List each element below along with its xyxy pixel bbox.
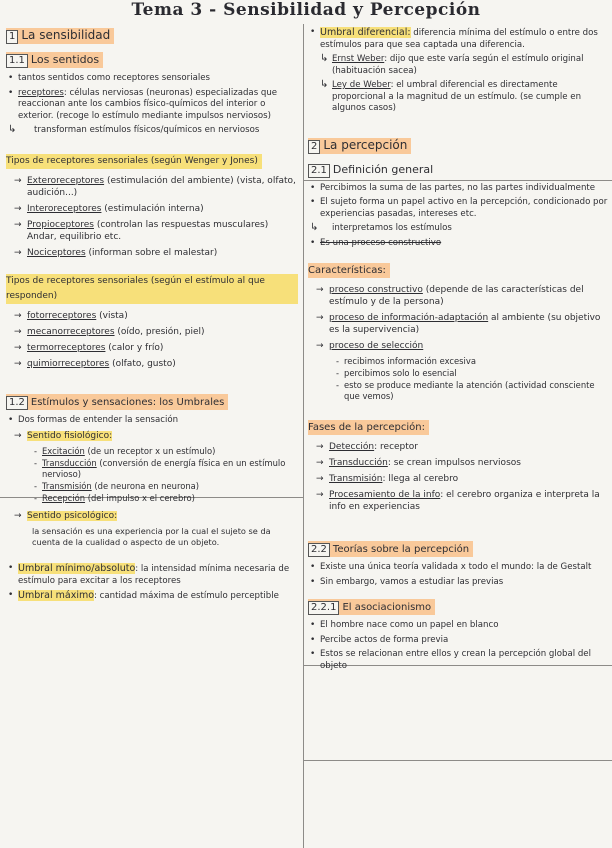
list-item: → termorreceptores (calor y frío) [14, 342, 298, 354]
heading-teorias: 2.2 Teorías sobre la percepción [308, 541, 473, 557]
note-interpretamos: ↳ interpretamos los estímulos [308, 223, 608, 235]
note-receptores: • receptores: células nerviosas (neuronas) especializadas que reaccionan ante los cambios físico-químicos del interior o exterior. (recoge lo estímulo mediante impulsos nerviosos) [6, 88, 298, 123]
heading-definicion: 2.1 Definición general [308, 162, 437, 178]
heading-sentidos: 1.1 Los sentidos [6, 52, 103, 68]
list-item: → proceso de información-adaptación al ambiente (su objetivo es la supervivencia) [316, 312, 608, 336]
list-item: - percibimos solo lo esencial [334, 368, 608, 379]
heading-sensibilidad: 1 La sensibilidad [6, 28, 114, 44]
note-ley-weber: ↳ Ley de Weber: el umbral diferencial es directamente proporcional a la magnitud de un estímulo. (se cumple en algunos casos) [318, 80, 608, 115]
list-item: - Transmisión (de neurona en neurona) [32, 481, 298, 492]
heading-tipos-estimulo: Tipos de receptores sensoriales (según el estímulo al que responden) [6, 274, 298, 304]
label-fisiologico: → Sentido fisiológico: [14, 430, 298, 442]
note-proceso-tachado: • Es una proceso constructivo [308, 238, 608, 250]
note-weber: ↳ Ernst Weber: dijo que este varía según el estímulo original (habituación sacea) [318, 54, 608, 77]
note-umbral-minimo: • Umbral mínimo/absoluto: la intensidad mínima necesaria de estímulo para excitar a los receptores [6, 563, 298, 587]
list-item: - Excitación (de un receptor x un estímulo) [32, 446, 298, 457]
list-item: → Exteroreceptores (estimulación del ambiente) (vista, olfato, audición...) [14, 175, 298, 199]
note-gestalt: • Existe una única teoría validada x todo el mundo: la de Gestalt [308, 562, 608, 574]
heading-percepcion: 2 La percepción [308, 138, 411, 154]
note-umbral-diferencial: • Umbral diferencial: diferencia mínima del estímulo o entre dos estímulos para que sea captada una diferencia. [308, 27, 608, 51]
note-transforman: ↳ transforman estímulos físicos/químicos en nerviosos [6, 125, 298, 137]
list-caracteristicas [308, 284, 608, 352]
right-column [308, 24, 608, 675]
list-item: → Nociceptores (informan sobre el malestar) [14, 247, 298, 259]
heading-estimulos: 1.2 Estímulos y sensaciones: los Umbrales [6, 394, 228, 410]
list-item: → Transducción: se crean impulsos nerviosos [316, 457, 608, 469]
list-item: → mecanorreceptores (oído, presión, piel) [14, 326, 298, 338]
column-divider [303, 24, 304, 848]
list-item: → proceso de selección [316, 340, 608, 352]
section-divider [303, 760, 612, 761]
list-item: → Procesamiento de la info: el cerebro organiza e interpreta la info en experiencias [316, 489, 608, 513]
list-tipos-estimulo [6, 310, 298, 370]
list-tipos-wenger [6, 175, 298, 259]
list-item: - Recepción (del impulso x el cerebro) [32, 493, 298, 504]
list-item: - Transducción (conversión de energía física en un estímulo nervioso) [32, 458, 298, 480]
list-seleccion [308, 356, 608, 402]
list-item: → Propioceptores (controlan las respuestas musculares) Andar, equilibrio etc. [14, 219, 298, 243]
left-column [6, 24, 298, 606]
list-item: → Detección: receptor [316, 441, 608, 453]
list-item: → fotorreceptores (vista) [14, 310, 298, 322]
note-sentidos: • tantos sentidos como receptores sensoriales [6, 73, 298, 85]
page-title: Tema 3 - Sensibilidad y Percepción [131, 0, 481, 20]
list-fisiologico [6, 446, 298, 504]
note-relacionan: • Estos se relacionan entre ellos y crean la percepción global del objeto [308, 649, 608, 672]
list-item: - recibimos información excesiva [334, 356, 608, 367]
list-item: → proceso constructivo (depende de las características del estímulo y de la persona) [316, 284, 608, 308]
heading-tipos-wenger: Tipos de receptores sensoriales (según Wenger y Jones) [6, 154, 262, 169]
note-papel-blanco: • El hombre nace como un papel en blanco [308, 620, 608, 632]
list-fases [308, 441, 608, 513]
note-sujeto: • El sujeto forma un papel activo en la percepción, condicionado por experiencias pasadas, intereses etc. [308, 197, 608, 220]
list-item: → Interoreceptores (estimulación interna) [14, 203, 298, 215]
heading-asociacionismo: 2.2.1 El asociacionismo [308, 599, 435, 615]
note-percibe-actos: • Percibe actos de forma previa [308, 635, 608, 647]
note-previas: • Sin embargo, vamos a estudiar las previas [308, 577, 608, 589]
note-suma-partes: • Percibimos la suma de las partes, no las partes individualmente [308, 183, 608, 195]
heading-caracteristicas: Características: [308, 263, 390, 278]
list-item: - esto se produce mediante la atención (actividad consciente que vemos) [334, 380, 608, 402]
note-umbral-maximo: • Umbral máximo: cantidad máxima de estímulo perceptible [6, 590, 298, 603]
note-psicologico: la sensación es una experiencia por la cual el sujeto se da cuenta de la cualidad o aspecto de un objeto. [32, 526, 271, 547]
heading-fases: Fases de la percepción: [308, 420, 429, 435]
label-psicologico: → Sentido psicológico: [14, 510, 298, 522]
list-item: → quimiorreceptores (olfato, gusto) [14, 358, 298, 370]
list-item: → Transmisión: llega al cerebro [316, 473, 608, 485]
note-dos-formas: • Dos formas de entender la sensación [6, 415, 298, 427]
